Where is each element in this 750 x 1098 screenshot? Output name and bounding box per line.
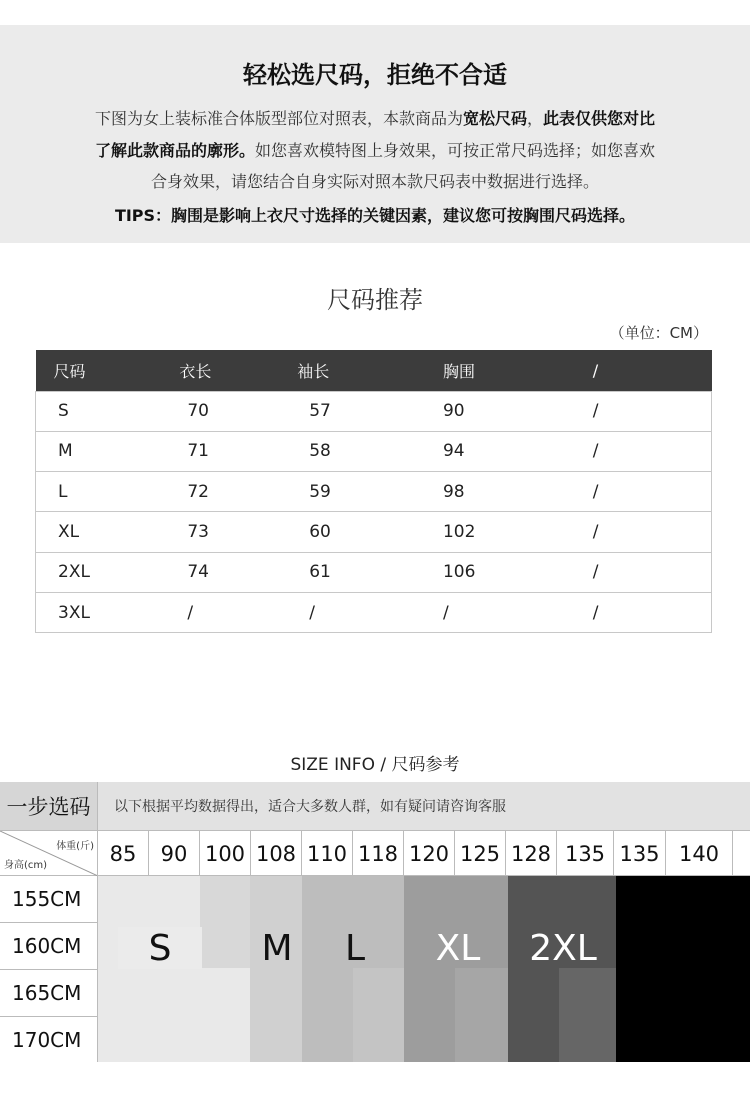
height-axis-label: 身高(cm)	[4, 860, 48, 871]
table-cell: 57	[251, 391, 397, 431]
diagonal-header-cell	[0, 831, 98, 876]
intro-bold: 了解此款商品的廓形。	[94, 141, 255, 160]
height-cell: 165CM	[0, 970, 98, 1017]
table-cell: M	[36, 431, 144, 471]
weight-cell: 108	[251, 831, 302, 876]
intro-bold: 此表仅供您对比	[543, 109, 656, 128]
table-cell: 61	[251, 552, 397, 592]
weight-cell: 140	[666, 831, 733, 876]
size-label-m: M	[261, 927, 293, 969]
unit-label: （单位：CM）	[609, 324, 708, 342]
intro-text: 如您喜欢模特图上身效果，可按正常尺码选择；如您喜欢	[255, 141, 656, 160]
table-row	[36, 592, 712, 632]
intro-text: ，	[527, 109, 544, 128]
size-info-title: SIZE INFO / 尺码参考	[290, 755, 460, 775]
size-label-xl: XL	[435, 927, 481, 969]
weight-cell: 125	[455, 831, 506, 876]
table-header: 胸围	[397, 350, 535, 391]
table-cell: /	[143, 592, 251, 632]
table-cell: /	[251, 592, 397, 632]
table-header-row	[36, 350, 712, 391]
table-cell: 94	[397, 431, 535, 471]
table-cell: 70	[143, 391, 251, 431]
table-cell: 2XL	[36, 552, 144, 592]
size-block-2xl-bottom	[559, 968, 616, 1062]
table-cell: 72	[143, 472, 251, 512]
table-cell: 74	[143, 552, 251, 592]
table-row	[36, 512, 712, 552]
table-cell: 59	[251, 472, 397, 512]
table-cell: 102	[397, 512, 535, 552]
height-cell: 170CM	[0, 1017, 98, 1062]
intro-line-2	[0, 141, 750, 161]
weight-cell: 118	[353, 831, 404, 876]
size-info-grid	[0, 782, 750, 1064]
table-header: /	[535, 350, 712, 391]
intro-line-1	[0, 109, 750, 129]
table-cell: 90	[397, 391, 535, 431]
table-cell: 58	[251, 431, 397, 471]
height-cell: 160CM	[0, 923, 98, 970]
table-row	[36, 431, 712, 471]
table-cell: 3XL	[36, 592, 144, 632]
table-cell: 106	[397, 552, 535, 592]
size-recommend-table	[35, 350, 712, 633]
table-cell: L	[36, 472, 144, 512]
intro-line-3: 合身效果，请您结合自身实际对照本款尺码表中数据进行选择。	[150, 172, 599, 191]
size-label-s: S	[148, 927, 172, 969]
grid-note: 以下根据平均数据得出，适合大多数人群，如有疑问请咨询客服	[98, 782, 750, 830]
weight-cell: 135	[614, 831, 666, 876]
recommend-title: 尺码推荐	[327, 286, 423, 314]
table-header: 衣长	[143, 350, 251, 391]
tips-text: TIPS：胸围是影响上衣尺寸选择的关键因素，建议您可按胸围尺码选择。	[114, 206, 636, 225]
step-label: 一步选码	[0, 782, 98, 830]
table-cell: /	[535, 552, 712, 592]
weight-cell: 110	[302, 831, 353, 876]
size-block-3xl	[616, 876, 750, 1062]
table-cell: /	[535, 592, 712, 632]
table-header: 袖长	[251, 350, 397, 391]
intro-title: 轻松选尺码，拒绝不合适	[243, 61, 507, 89]
table-header: 尺码	[36, 350, 144, 391]
table-cell: XL	[36, 512, 144, 552]
table-cell: /	[535, 512, 712, 552]
size-label-2xl: 2XL	[529, 927, 597, 969]
weight-axis-label: 体重(斤)	[56, 841, 94, 852]
intro-bold: 宽松尺码	[462, 109, 527, 128]
table-cell: /	[535, 472, 712, 512]
table-cell: 71	[143, 431, 251, 471]
size-label-l: L	[344, 927, 366, 969]
weight-cell: 135	[557, 831, 614, 876]
table-row	[36, 552, 712, 592]
weight-cell: 120	[404, 831, 455, 876]
table-cell: /	[535, 431, 712, 471]
table-cell: /	[535, 391, 712, 431]
intro-panel	[0, 25, 750, 243]
weight-cell: 90	[149, 831, 200, 876]
table-row	[36, 391, 712, 431]
table-cell: /	[397, 592, 535, 632]
weight-cell: 85	[98, 831, 149, 876]
table-cell: 98	[397, 472, 535, 512]
table-row	[36, 472, 712, 512]
table-cell: 73	[143, 512, 251, 552]
table-cell: S	[36, 391, 144, 431]
weight-cell: 100	[200, 831, 251, 876]
weight-header-row	[0, 830, 750, 876]
table-cell: 60	[251, 512, 397, 552]
intro-text: 下图为女上装标准合体版型部位对照表，本款商品为	[94, 109, 463, 128]
height-cell: 155CM	[0, 876, 98, 923]
weight-cell: 128	[506, 831, 557, 876]
